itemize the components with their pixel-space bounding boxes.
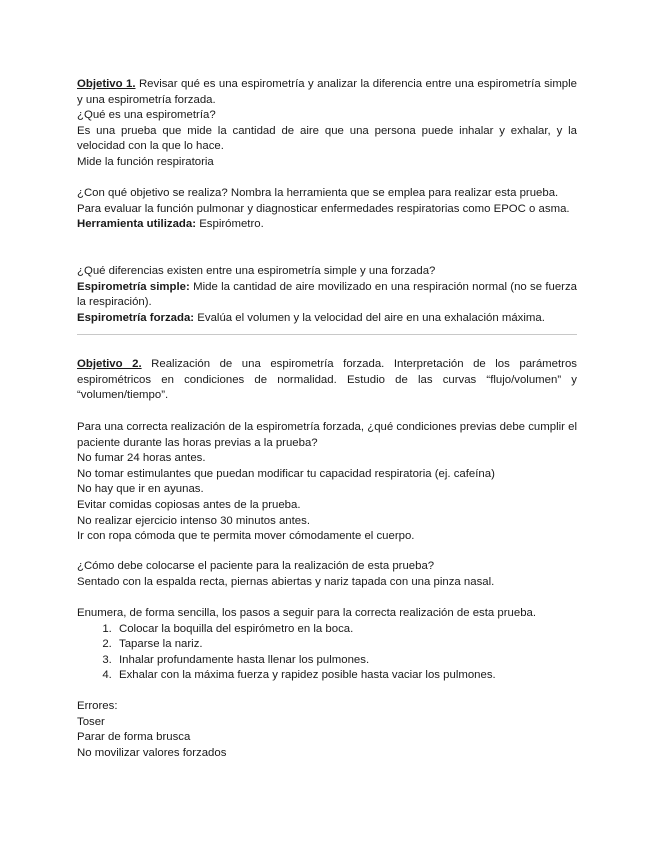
objective-1-section	[77, 77, 577, 171]
objective-2-section	[77, 357, 577, 404]
tool-line	[77, 217, 577, 233]
objective-1-differences	[77, 264, 577, 326]
step-item: 3. Inhalar profundamente hasta llenar los pulmones.	[115, 653, 577, 669]
condition-item: No fumar 24 horas antes.	[77, 452, 206, 465]
question-steps: Enumera, de forma sencilla, los pasos a seguir para la correcta realización de esta prueba.	[77, 607, 537, 619]
errors-label: Errores:	[77, 700, 118, 712]
errors-section	[77, 699, 577, 761]
simple-spirometry-label: Espirometría simple:	[77, 280, 190, 293]
answer-position: Sentado con la espalda recta, piernas abiertas y nariz tapada con una pinza nasal.	[77, 575, 495, 588]
forced-spirometry-line	[77, 311, 577, 327]
tool-value: Espirómetro.	[199, 218, 264, 231]
question-what-is: ¿Qué es una espirometría?	[77, 109, 216, 122]
condition-item: No tomar estimulantes que puedan modificar tu capacidad respiratoria (ej. cafeína)	[77, 467, 495, 480]
error-item: No movilizar valores forzados	[77, 746, 227, 759]
section-divider	[77, 334, 577, 335]
objective-1-heading	[77, 77, 577, 108]
forced-spirometry-value: Evalúa el volumen y la velocidad del aire en una exhalación máxima.	[197, 311, 545, 324]
error-item: Parar de forma brusca	[77, 731, 191, 744]
step-item: 4. Exhalar con la máxima fuerza y rapidez posible hasta vaciar los pulmones.	[115, 668, 577, 684]
objective-1-title: Revisar qué es una espirometría y analizar la diferencia entre una espirometría simple y una espirometría forzada.	[77, 78, 578, 106]
objective-2-title: Realización de una espirometría forzada. Interpretación de los parámetros espirométricos en condiciones de normalidad. Estudio de las curvas “flujo/volumen” y “volumen/tiempo”.	[77, 358, 577, 402]
simple-spirometry-value: Mide la cantidad de aire movilizado en una respiración normal (no se fuerza la respiración).	[77, 280, 577, 309]
objective-2-heading	[77, 357, 577, 404]
preconditions-section	[77, 420, 577, 545]
position-section	[77, 559, 577, 590]
tool-label: Herramienta utilizada:	[77, 218, 197, 231]
objective-2-label: Objetivo 2.	[77, 358, 142, 370]
question-preconditions: Para una correcta realización de la espirometría forzada, ¿qué condiciones previas debe cumplir el paciente durante las horas previas a la prueba?	[77, 421, 577, 449]
condition-item: No hay que ir en ayunas.	[77, 483, 204, 496]
condition-item: Evitar comidas copiosas antes de la prueba.	[77, 498, 301, 511]
objective-1-purpose	[77, 186, 577, 233]
step-item: 2. Taparse la nariz.	[115, 637, 577, 653]
steps-list	[77, 622, 577, 684]
objective-1-label: Objetivo 1.	[77, 78, 136, 90]
question-differences: ¿Qué diferencias existen entre una espirometría simple y una forzada?	[77, 265, 436, 277]
answer-what-is: Es una prueba que mide la cantidad de aire que una persona puede inhalar y exhalar, y la velocidad con la que lo hace.	[77, 124, 577, 153]
answer-purpose: Para evaluar la función pulmonar y diagnosticar enfermedades respiratorias como EPOC o asma.	[77, 202, 570, 215]
steps-section	[77, 606, 577, 684]
step-item: 1. Colocar la boquilla del espirómetro en la boca.	[115, 622, 577, 638]
question-position: ¿Cómo debe colocarse el paciente para la realización de esta prueba?	[77, 560, 435, 572]
answer-what-is-extra: Mide la función respiratoria	[77, 155, 214, 168]
forced-spirometry-label: Espirometría forzada:	[77, 311, 195, 324]
condition-item: No realizar ejercicio intenso 30 minutos antes.	[77, 514, 310, 527]
question-purpose: ¿Con qué objetivo se realiza? Nombra la herramienta que se emplea para realizar esta prueba.	[77, 187, 559, 199]
error-item: Toser	[77, 715, 105, 728]
condition-item: Ir con ropa cómoda que te permita mover cómodamente el cuerpo.	[77, 530, 415, 543]
simple-spirometry-line	[77, 280, 577, 311]
